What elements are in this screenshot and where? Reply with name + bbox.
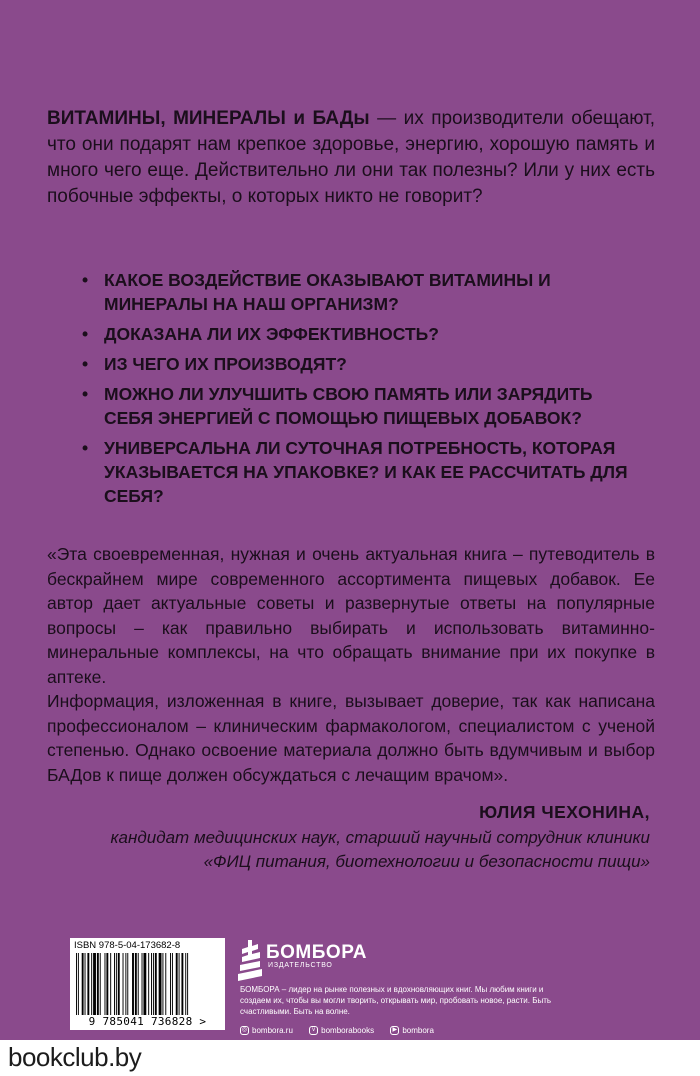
question-text: КАКОЕ ВОЗДЕЙСТВИЕ ОКАЗЫВАЮТ ВИТАМИНЫ И МИНЕРАЛЫ НА НАШ ОРГАНИЗМ? <box>104 270 551 314</box>
barcode-image <box>76 953 220 1015</box>
isbn-label: ISBN 978-5-04-173682-8 <box>74 940 181 951</box>
question-item <box>82 382 642 430</box>
bombora-logo-icon <box>238 940 262 984</box>
social-video[interactable] <box>390 1026 434 1035</box>
bullet-icon: • <box>82 438 89 458</box>
social-site[interactable] <box>240 1026 293 1035</box>
bullet-icon: • <box>82 324 89 344</box>
barcode-number: 9 785041 736828 > <box>88 1015 207 1028</box>
publisher-subtitle: ИЗДАТЕЛЬСТВО <box>268 962 333 969</box>
quote-paragraph-1: «Эта своевременная, нужная и очень актуальная книга – путеводитель в бескрайнем мире современного ассортимента пищевых добавок. Ее автор дает актуальные советы и развернутые ответы на популярные вопросы – как правильно выбирать и использовать витаминно-минеральные комплексы, на что обращать внимание при их покупке в аптеке. <box>47 544 655 687</box>
question-item <box>82 436 642 508</box>
social-links <box>240 1024 448 1035</box>
question-text: ИЗ ЧЕГО ИХ ПРОИЗВОДЯТ? <box>104 354 347 374</box>
question-item <box>82 268 642 316</box>
globe-icon: ◎ <box>241 1027 248 1033</box>
intro-paragraph <box>47 106 655 210</box>
bullet-icon: • <box>82 354 89 374</box>
watermark-strip <box>0 1040 700 1076</box>
barcode-panel <box>70 938 225 1030</box>
bullet-icon: • <box>82 384 89 404</box>
question-text: УНИВЕРСАЛЬНА ЛИ СУТОЧНАЯ ПОТРЕБНОСТЬ, КОТОРАЯ УКАЗЫВАЕТСЯ НА УПАКОВКЕ? И КАК ЕЕ РАССЧИТАТЬ ДЛЯ СЕБЯ? <box>104 438 628 506</box>
publisher-name: БОМБОРА <box>266 942 367 963</box>
author-name: ЮЛИЯ ЧЕХОНИНА, <box>479 802 650 822</box>
social-vk[interactable] <box>309 1026 374 1035</box>
publisher-description: БОМБОРА – лидер на рынке полезных и вдохновляющих книг. Мы любим книги и создаем их, чтобы вы могли творить, открывать мир, пробовать новое, расти. Быть счастливыми. Быть на волне. <box>240 985 552 1016</box>
author-title: кандидат медицинских наук, старший научный сотрудник клиники <box>110 828 650 847</box>
social-vk-label: bomborabooks <box>321 1026 375 1035</box>
quote-paragraph-2: Информация, изложенная в книге, вызывает доверие, так как написана профессионалом – клиническим фармакологом, специалистом с ученой степенью. Однако освоение материала должно быть вдумчивым и выбор БАДов к пище должен обсуждаться с лечащим врачом». <box>47 691 655 785</box>
video-icon: ▶ <box>390 1026 399 1035</box>
question-text: ДОКАЗАНА ЛИ ИХ ЭФФЕКТИВНОСТЬ? <box>104 324 439 344</box>
questions-list <box>82 268 642 514</box>
social-video-label: bombora <box>402 1026 434 1035</box>
question-text: МОЖНО ЛИ УЛУЧШИТЬ СВОЮ ПАМЯТЬ ИЛИ ЗАРЯДИТЬ СЕБЯ ЭНЕРГИЕЙ С ПОМОЩЬЮ ПИЩЕВЫХ ДОБАВОК? <box>104 384 593 428</box>
question-item <box>82 352 642 376</box>
vk-icon: v <box>309 1026 318 1035</box>
question-item <box>82 322 642 346</box>
watermark-text: bookclub.by <box>8 1042 142 1072</box>
social-site-label: bombora.ru <box>252 1026 293 1035</box>
author-organization: «ФИЦ питания, биотехнологии и безопасности пищи» <box>203 852 650 871</box>
intro-text: — их производители обещают, что они подарят нам крепкое здоровье, энергию, хорошую память и много чего еще. Действительно ли они так полезны? Или у них есть побочные эффекты, о которых никто не говорит? <box>47 108 655 207</box>
intro-bold: ВИТАМИНЫ, МИНЕРАЛЫ и БАДы <box>47 108 370 129</box>
review-quote <box>47 542 655 787</box>
bullet-icon: • <box>82 270 89 290</box>
